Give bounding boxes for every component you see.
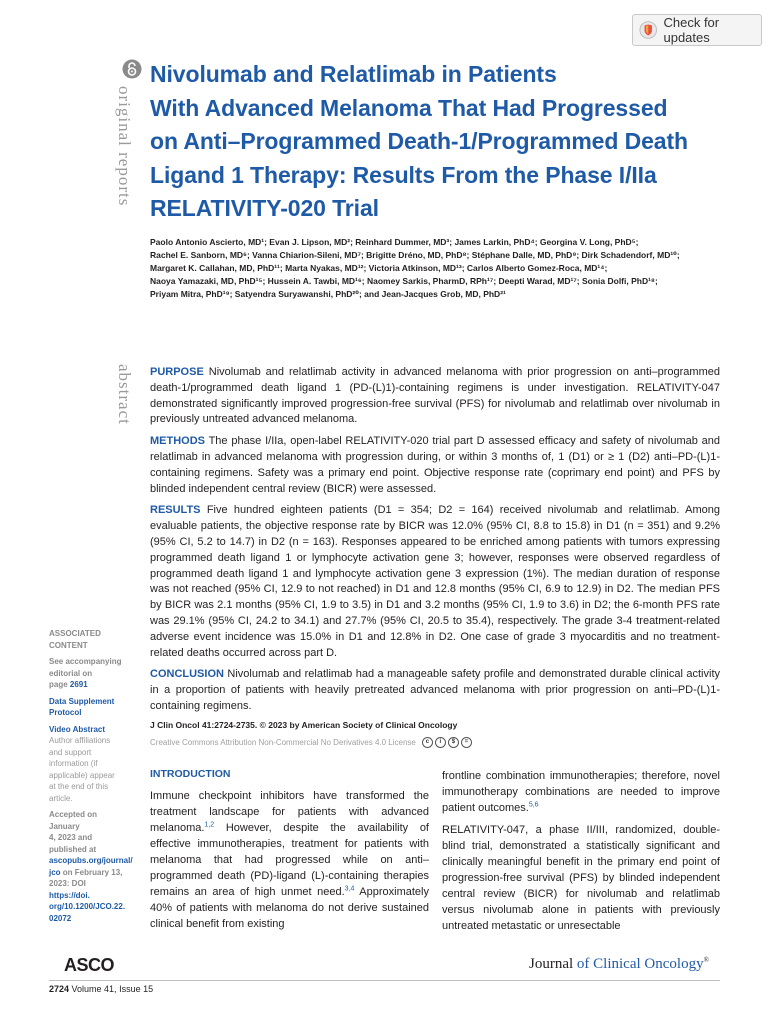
abstract-methods	[150, 434, 720, 497]
conclusion-heading: CONCLUSION	[150, 668, 224, 681]
reference-link[interactable]: 5,6	[528, 801, 539, 809]
cc-icon: c	[422, 737, 433, 748]
results-heading: RESULTS	[150, 504, 201, 517]
footer-divider	[49, 980, 720, 981]
cc-license-icons	[422, 737, 472, 748]
title-line: RELATIVITY-020 Trial	[150, 195, 379, 221]
citation: J Clin Oncol 41:2724-2735. © 2023 by American Society of Clinical Oncology	[150, 720, 458, 730]
methods-heading: METHODS	[150, 435, 205, 448]
page-footer	[49, 984, 153, 994]
title-line: With Advanced Melanoma That Had Progressed	[150, 94, 668, 121]
page-number: 2724	[49, 984, 70, 994]
license-line	[150, 737, 472, 748]
author-list	[150, 236, 740, 301]
intro-paragraph: Immune checkpoint inhibitors have transformed the treatment landscape for patients with advanced melanoma.$^{1,2}$ However, despite the availability of effective immunotherapies, treatment for patients with melanoma that had progressed while on anti–programmed death (PD)-ligand (L)-containing therapies remains an area of high unmet need.$^{3,4}$ Approximately 40% of patients with melanoma do not derive sustained clinical benefit from existing	[150, 790, 429, 930]
title-line: Nivolumab and Relatlimab in Patients	[150, 61, 557, 87]
title-line: Ligand 1 Therapy: Results From the Phase I/IIa	[150, 161, 657, 188]
conclusion-text: Nivolumab and relatlimab had a manageable safety profile and demonstrated durable clinical activity in a proportion of patients with heavily pretreated advanced melanoma with prior progression on anti–PD-(L)1-containing regimens.	[150, 668, 720, 712]
intro-paragraph: frontline combination immunotherapies; therefore, novel immunotherapy combinations are needed to improve patient outcomes.$^{5,6}$	[442, 770, 720, 814]
purpose-heading: PURPOSE	[150, 366, 204, 378]
author-line: Margaret K. Callahan, MD, PhD¹¹; Marta Nyakas, MD¹²; Victoria Atkinson, MD¹³; Carlos Alberto Gomez-Roca, MD¹⁴;	[150, 263, 608, 273]
journal-site-link[interactable]: ascopubs.org/journal/	[49, 856, 133, 865]
editorial-note: See accompanying editorial on page 2691	[49, 657, 122, 689]
protocol-link[interactable]: Protocol	[49, 708, 82, 717]
author-line: Priyam Mitra, PhD¹⁹; Satyendra Suryawanshi, PhD²⁰; and Jean-Jacques Grob, MD, PhD²¹	[150, 289, 506, 299]
check-updates-icon	[639, 20, 657, 40]
editorial-page-link[interactable]: 2691	[69, 680, 88, 689]
author-line: Rachel E. Sanborn, MD⁶; Vanna Chiarion-Sileni, MD⁷; Brigitte Dréno, MD, PhD⁸; Stéphane Dalle, MD, PhD⁹; Dirk Schadendorf, MD¹⁰;	[150, 250, 680, 260]
journal-logo: Journal of Clinical Oncology®	[529, 956, 709, 972]
section-side-label: original reports	[115, 86, 134, 207]
author-line: Naoya Yamazaki, MD, PhD¹⁵; Hussein A. Tawbi, MD¹⁶; Naomey Sarkis, PharmD, RPh¹⁷; Deepti Warad, MD¹⁷; Sonia Dolfi, PhD¹⁸;	[150, 276, 658, 286]
title-line: on Anti–Programmed Death-1/Programmed Death	[150, 128, 689, 154]
check-for-updates-button[interactable]	[632, 14, 762, 46]
license-link[interactable]: Creative Commons Attribution Non-Commercial No Derivatives 4.0 License	[150, 738, 416, 747]
reference-link[interactable]: 3,4	[344, 885, 355, 893]
supplement-links	[49, 696, 129, 719]
abstract-conclusion	[150, 667, 720, 714]
results-text: Five hundred eighteen patients (D1 = 354; D2 = 164) received nivolumab and relatlimab. Among evaluable patients, the objective response rate by BICR was 12.0% (95% CI, 8.8 to 15.8) in D1 (n = 351) and 9.2% (95% CI, 5.2 to 14.7) in D2 (n = 163). Responses appeared to be enriched among patients with tumors expressing programmed death ligand 1 or lymphocyte activation gene 3; however, responses were observed regardless of programmed death ligand 1 and lymphocyte activation gene 3 expression (1%). The median duration of response was not reached (95% CI, 12.9 to not reached) in D1 and 12.8 months (95% CI, 6.9 to 12.9) in D2. The median PFS by BICR was 2.1 months (95% CI, 1.9 to 3.5) in D1 and 3.2 months (95% CI, 1.9 to 3.6) in D2; the 6-month PFS rate was 29.1% (95% CI, 24.2 to 34.1) and 27.7% (95% CI, 20.5 to 35.4), respectively. The grade 3-4 treatment-related adverse event incidence was 15.0% in D1 and 12.8% in D2. One case of grade 3 myocarditis and no treatment-related deaths occurred across part D.	[150, 504, 720, 659]
abstract-purpose	[150, 365, 720, 428]
volume-issue: Volume 41, Issue 15	[69, 984, 154, 994]
open-access-icon	[122, 59, 142, 79]
nd-icon: =	[461, 737, 472, 748]
check-updates-label: Check for updates	[663, 15, 720, 45]
abstract-side-label: abstract	[115, 364, 134, 425]
asco-logo: ASCO	[64, 955, 115, 975]
publication-info: Accepted on January 4, 2023 and published at ascopubs.org/journal/ jco on February 13, 2023: DOI https://doi. org/10.1200/JCO.22. 02072	[49, 810, 133, 923]
data-supplement-link[interactable]: Data Supplement	[49, 696, 115, 706]
article-title	[150, 58, 760, 226]
by-icon: i	[435, 737, 446, 748]
intro-paragraph: RELATIVITY-047, a phase II/III, randomized, double-blind trial, demonstrated a statistically significant and clinically meaningful benefit in the primary end point of progression-free survival (PFS) by blinded independent central review (BICR) for nivolumab and relatlimab versus nivolumab alone in patients with previously untreated metastatic or unresectable	[442, 824, 720, 932]
video-abstract-link[interactable]: Video Abstract	[49, 724, 106, 734]
reference-link[interactable]: 1,2	[204, 821, 215, 829]
abstract-results	[150, 503, 720, 661]
body-column-left	[150, 788, 429, 938]
associated-content-sidebar	[49, 628, 133, 929]
nc-icon: $	[448, 737, 459, 748]
methods-text: The phase I/IIa, open-label RELATIVITY-020 trial part D assessed efficacy and safety of nivolumab and relatlimab in advanced melanoma with progression during, or within 3 months of, 1 (D1) or ≥ 1 (D2) anti–PD-(L)1-containing regimens. Safety was a primary end point. Objective response rate (coprimary end point) and PFS by blinded independent central review (BICR) were assessed.	[150, 435, 720, 495]
doi-link[interactable]: https://doi.	[49, 890, 90, 900]
body-column-right	[442, 768, 720, 940]
video-abstract-block: Video Abstract Author affiliations and support information (if applicable) appear at the end of this article.	[49, 724, 129, 805]
abstract	[150, 365, 720, 721]
author-line: Paolo Antonio Ascierto, MD¹; Evan J. Lipson, MD²; Reinhard Dummer, MD³; James Larkin, PhD⁴; Georgina V. Long, PhD⁵;	[150, 237, 639, 247]
introduction-heading: INTRODUCTION	[150, 768, 231, 780]
purpose-text: Nivolumab and relatlimab activity in advanced melanoma with prior progression on anti–programmed death-1/programmed death ligand 1 (PD-(L)1)-containing regimens is under investigation. RELATIVITY-047 demonstrated significantly improved progression-free survival (PFS) for nivolumab and relatlimab over nivolumab in previously untreated advanced melanoma.	[150, 366, 720, 426]
associated-content-heading: ASSOCIATED CONTENT	[49, 629, 101, 650]
